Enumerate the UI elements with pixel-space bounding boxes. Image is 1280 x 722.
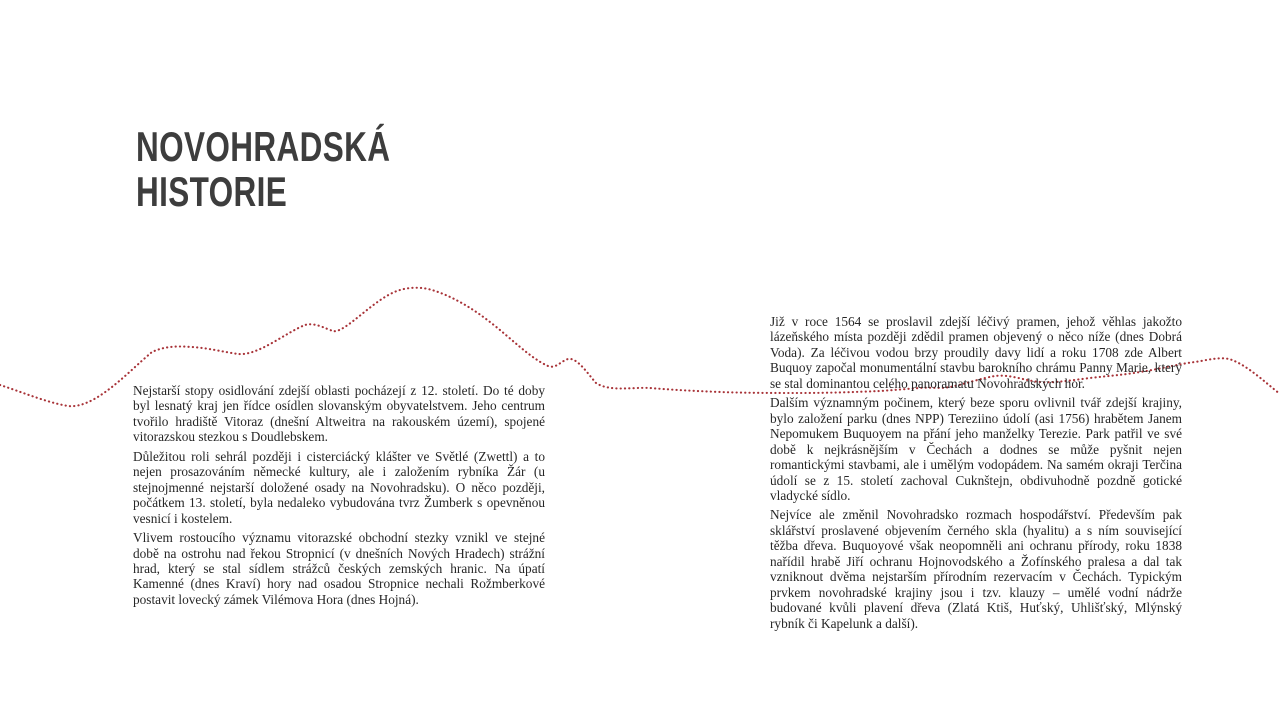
right-text-column [770, 314, 1182, 635]
body-paragraph: Vlivem rostoucího významu vitorazské obchodní stezky vznikl ve stejné době na ostrohu nad řekou Stropnicí (v dnešních Nových Hradech) strážní hrad, který se stal sídlem strážců českých zemských hranic. Na úpatí Kamenné (dnes Kraví) hory nad osadou Stropnice nechali Rožmberkové postavit lovecký zámek Vilémova Hora (dnes Hojná). [133, 530, 545, 607]
body-paragraph: Nejstarší stopy osidlování zdejší oblasti pocházejí z 12. století. Do té doby byl lesnatý kraj jen řídce osídlen slovanským obyvatelstvem. Jeho centrum tvořilo hradiště Vitoraz (dnešní Altweitra na rakouském území), spojené vitorazskou stezkou s Doudlebskem. [133, 383, 545, 445]
page-title [136, 124, 390, 214]
body-paragraph: Nejvíce ale změnil Novohradsko rozmach hospodářství. Především pak sklářství proslavené objevením černého skla (hyalitu) a s ním související těžba dřeva. Buquoyové však neopomněli ani ochranu přírody, roku 1838 nařídil hrabě Jiří ochranu Hojnovodského a Žofínského pralesa a dal tak vzniknout dvěma nejstarším přírodním rezervacím v Čechách. Typickým prvkem novohradské krajiny jsou i tzv. klauzy – umělé vodní nádrže budované kvůli plavení dřeva (Zlatá Ktiš, Huťský, Uhlišťský, Mlýnský rybník či Kapelunk a další). [770, 507, 1182, 631]
body-paragraph: Již v roce 1564 se proslavil zdejší léčivý pramen, jehož věhlas jakožto lázeňského místa později zdědil pramen objevený o něco níže (dnes Dobrá Voda). Za léčivou vodou brzy proudily davy lidí a roku 1708 zde Albert Buquoy započal monumentální stavbu barokního chrámu Panny Marie, který se stal dominantou celého panoramatu Novohradských hor. [770, 314, 1182, 391]
left-text-column [133, 383, 545, 611]
body-paragraph: Důležitou roli sehrál později i cisterciácký klášter ve Světlé (Zwettl) a to nejen prosazováním německé kultury, ale i založením rybníka Žár (u stejnojmenné nejstarší doložené osady na Novohradsku). O něco později, počátkem 13. století, byla nedaleko vybudována tvrz Žumberk s opevněnou vesnicí i kostelem. [133, 448, 545, 526]
page-title-line2: HISTORIE [136, 168, 288, 215]
page-title-line1: NOVOHRADSKÁ [136, 123, 391, 170]
body-paragraph: Dalším významným počinem, který beze sporu ovlivnil tvář zdejší krajiny, bylo založení parku (dnes NPP) Tereziino údolí (asi 1756) hrabětem Janem Nepomukem Buquoyem na přání jeho manželky Terezie. Park patřil ve své době k nejkrásnějším v Čechách a dodnes se může pyšnit nejen romantickými stavbami, ale i umělým vodopádem. Na samém okraji Terčina údolí se z 15. století zachoval Cuknštejn, obdivuhodně pozdně gotické vladycké sídlo. [770, 395, 1182, 503]
